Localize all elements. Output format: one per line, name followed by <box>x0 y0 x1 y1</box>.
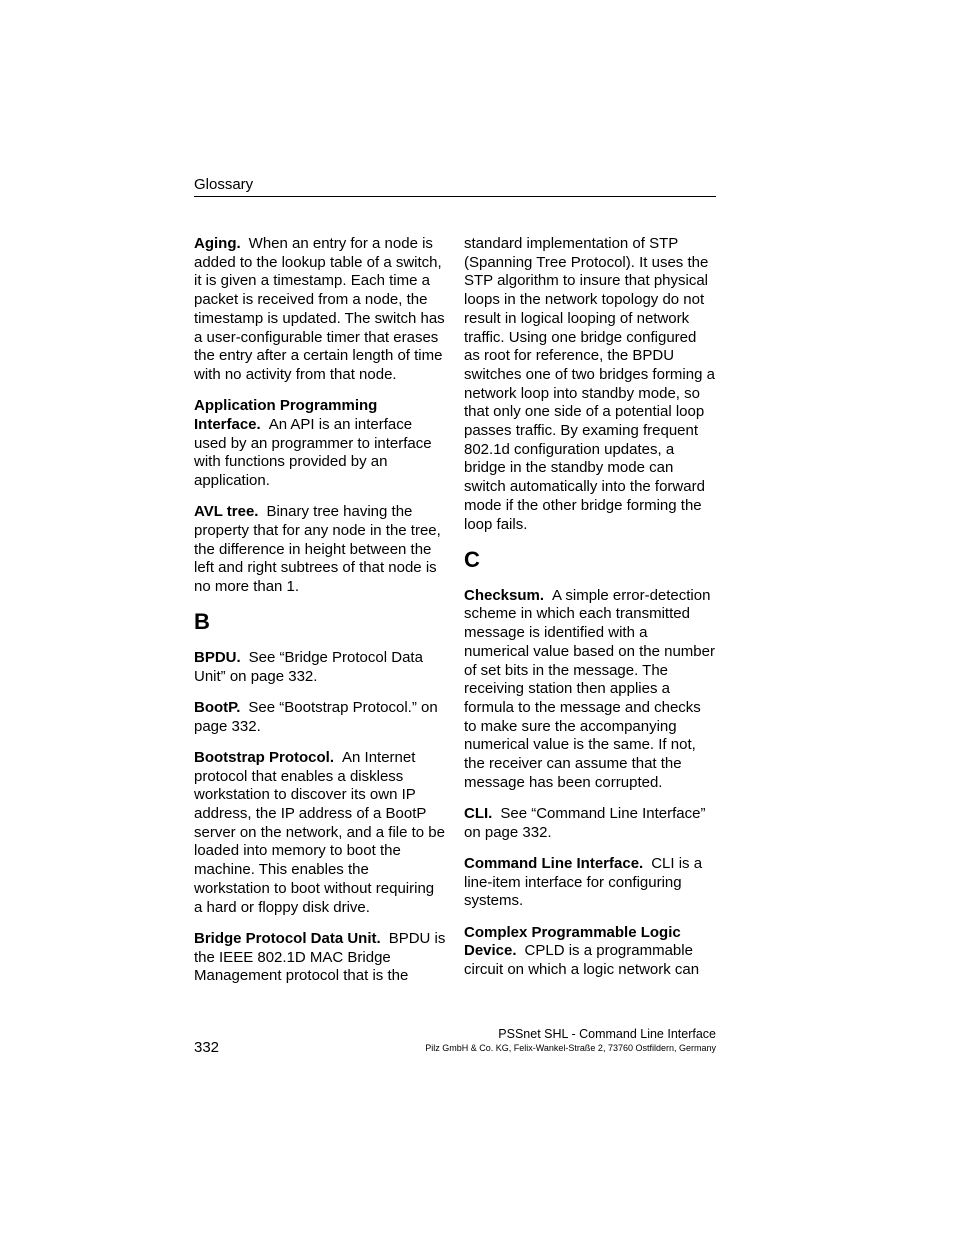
glossary-entry-bootstrap-protocol <box>194 749 446 917</box>
glossary-term: Checksum. <box>464 586 545 604</box>
glossary-term: BootP. <box>194 699 241 717</box>
glossary-definition: Binary tree having the property that for any node in the tree, the difference in height between the left and right subtrees of that node is no more than 1. <box>194 503 441 595</box>
glossary-term: Aging. <box>194 235 241 252</box>
glossary-term: Command Line Interface. <box>464 854 644 872</box>
glossary-definition: BPDU is the IEEE 802.1D MAC Bridge Management protocol that is the <box>194 929 446 985</box>
glossary-term: CLI. <box>464 804 493 822</box>
glossary-definition-continued: standard implementation of STP (Spanning Tree Protocol). It uses the STP algorithm to insure that physical loops in the network topology do not result in logical looping of network traffic. Using one bridge configured as root for reference, the BPDU switches one of two bridges forming a network loop into standby mode, so that only one side of a potential loop passes traffic. By examing frequent 802.1d configuration updates, a bridge in the standby mode can switch automatically into the forward mode if the other bridge forming the loop fails. <box>464 235 715 533</box>
glossary-entry-bootp <box>194 699 446 736</box>
glossary-term: AVL tree. <box>194 503 259 521</box>
glossary-term: Application Programming Interface. <box>194 397 378 433</box>
glossary-definition: See “Bootstrap Protocol.” on page 332. <box>194 699 438 735</box>
glossary-definition: An Internet protocol that enables a diskless workstation to discover its own IP address, the IP address of a BootP server on the network, and a file to be loaded into memory to boot the machine. This enables the workstation to boot without requiring a hard or floppy disk drive. <box>194 748 445 916</box>
glossary-entry-avl-tree <box>194 503 446 597</box>
glossary-entry-bpdu <box>194 649 446 686</box>
glossary-definition: When an entry for a node is added to the lookup table of a switch, it is given a timestamp. Each time a packet is received from a node, the timestamp is updated. The switch has a user-configurable timer that erases the entry after a certain length of time with no activity from that node. <box>194 235 445 383</box>
glossary-definition: See “Bridge Protocol Data Unit” on page 332. <box>194 649 423 685</box>
glossary-entry-checksum <box>464 587 716 793</box>
glossary-entry-aging <box>194 235 446 385</box>
section-letter-b: B <box>194 609 210 635</box>
header-divider <box>194 196 716 197</box>
section-letter-c: C <box>464 546 480 572</box>
glossary-entry-command-line-interface <box>464 855 716 911</box>
glossary-term: Bootstrap Protocol. <box>194 748 335 766</box>
glossary-definition: See “Command Line Interface” on page 332. <box>464 804 706 841</box>
running-header-section: Glossary <box>194 176 254 193</box>
glossary-definition: A simple error-detection scheme in which each transmitted message is identified with a numerical value based on the number of set bits in the message. The receiving station then applies a formula to the message and checks to make sure the accompanying numerical value is the same. If not, the receiver can assume that the message has been corrupted. <box>464 586 715 791</box>
glossary-definition: CPLD is a programmable circuit on which a logic network can <box>464 942 700 978</box>
footer-document-title: PSSnet SHL - Command Line Interface <box>498 1027 716 1041</box>
right-column <box>464 235 716 992</box>
footer-company-address: Pilz GmbH & Co. KG, Felix-Wankel-Straße 2, 73760 Ostfildern, Germany <box>425 1043 716 1053</box>
glossary-definition: CLI is a line-item interface for configuring systems. <box>464 854 703 910</box>
glossary-term: Complex Programmable Logic Device. <box>464 923 681 960</box>
page-number: 332 <box>194 1039 220 1056</box>
glossary-term: Bridge Protocol Data Unit. <box>194 929 381 947</box>
glossary-entry-cpld <box>464 924 716 980</box>
glossary-definition: An API is an interface used by an programmer to interface with functions provided by an application. <box>194 415 432 489</box>
glossary-term: BPDU. <box>194 649 241 667</box>
glossary-entry-cli <box>464 805 716 842</box>
glossary-entry-bridge-protocol-data-unit <box>194 930 446 986</box>
left-column <box>194 235 446 998</box>
glossary-entry-api <box>194 397 446 491</box>
